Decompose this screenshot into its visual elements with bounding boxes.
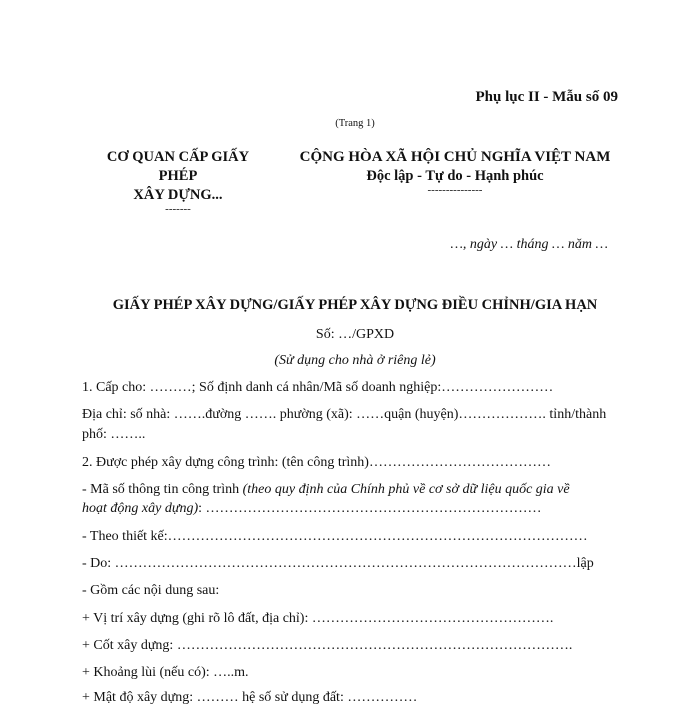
- agency-line-2: PHÉP: [158, 168, 198, 184]
- elevation-line: + Cốt xây dựng: ………………………………………………………………………….: [82, 638, 573, 653]
- national-title: CỘNG HÒA XÃ HỘI CHỦ NGHĨA VIỆT NAM: [299, 149, 611, 165]
- document-number: Số: …/GPXD: [315, 327, 395, 342]
- issuing-agency: [88, 148, 268, 205]
- document-title: GIẤY PHÉP XÂY DỰNG/GIẤY PHÉP XÂY DỰNG ĐIỀU CHỈNH/GIA HẠN: [112, 297, 598, 313]
- agency-line-1: CƠ QUAN CẤP GIẤY: [106, 149, 250, 165]
- agency-line-3: XÂY DỰNG...: [133, 187, 223, 203]
- contents-heading: - Gồm các nội dung sau:: [82, 583, 220, 598]
- prepared-by-line: - Do: ………………………………………………………………………………………lập: [82, 556, 594, 571]
- project-code-value: : ………………………………………………………………: [198, 501, 542, 516]
- location-line: + Vị trí xây dựng (ghi rõ lô đất, địa chỉ): …………………………………………….: [82, 611, 554, 626]
- appendix-label: Phụ lục II - Mẫu số 09: [475, 89, 618, 105]
- project-code-note-cont: hoạt động xây dựng): [82, 501, 199, 516]
- page-number: (Trang 1): [335, 118, 375, 129]
- usage-note: (Sử dụng cho nhà ở riêng lẻ): [274, 353, 436, 368]
- design-line: - Theo thiết kế:………………………………………………………………………………: [82, 529, 588, 544]
- address-line-1: Địa chỉ: số nhà: …….đường ……. phường (xã): ……quận (huyện)………………. tỉnh/thành: [82, 407, 607, 422]
- density-line: + Mật độ xây dựng: ……… hệ số sử dụng đất: ……………: [82, 690, 418, 705]
- item-2-project: 2. Được phép xây dựng công trình: (tên công trình)…………………………………: [82, 455, 551, 470]
- date-line: …, ngày … tháng … năm …: [450, 237, 608, 252]
- project-code-prefix: - Mã số thông tin công trình: [82, 482, 243, 497]
- project-code-note: (theo quy định của Chính phủ về cơ sở dữ liệu quốc gia về: [242, 482, 570, 497]
- agency-divider: -------: [165, 203, 191, 215]
- setback-line: + Khoảng lùi (nếu có): …..m.: [82, 665, 249, 680]
- project-code-line-2: [82, 499, 542, 519]
- address-line-2: phố: ……..: [82, 427, 146, 442]
- item-1-recipient: 1. Cấp cho: ………; Số định danh cá nhân/Mã số doanh nghiệp:……………………: [82, 380, 554, 395]
- motto-divider: ---------------: [427, 184, 483, 196]
- national-motto: Độc lập - Tự do - Hạnh phúc: [366, 168, 544, 184]
- project-code-line-1: [82, 480, 570, 500]
